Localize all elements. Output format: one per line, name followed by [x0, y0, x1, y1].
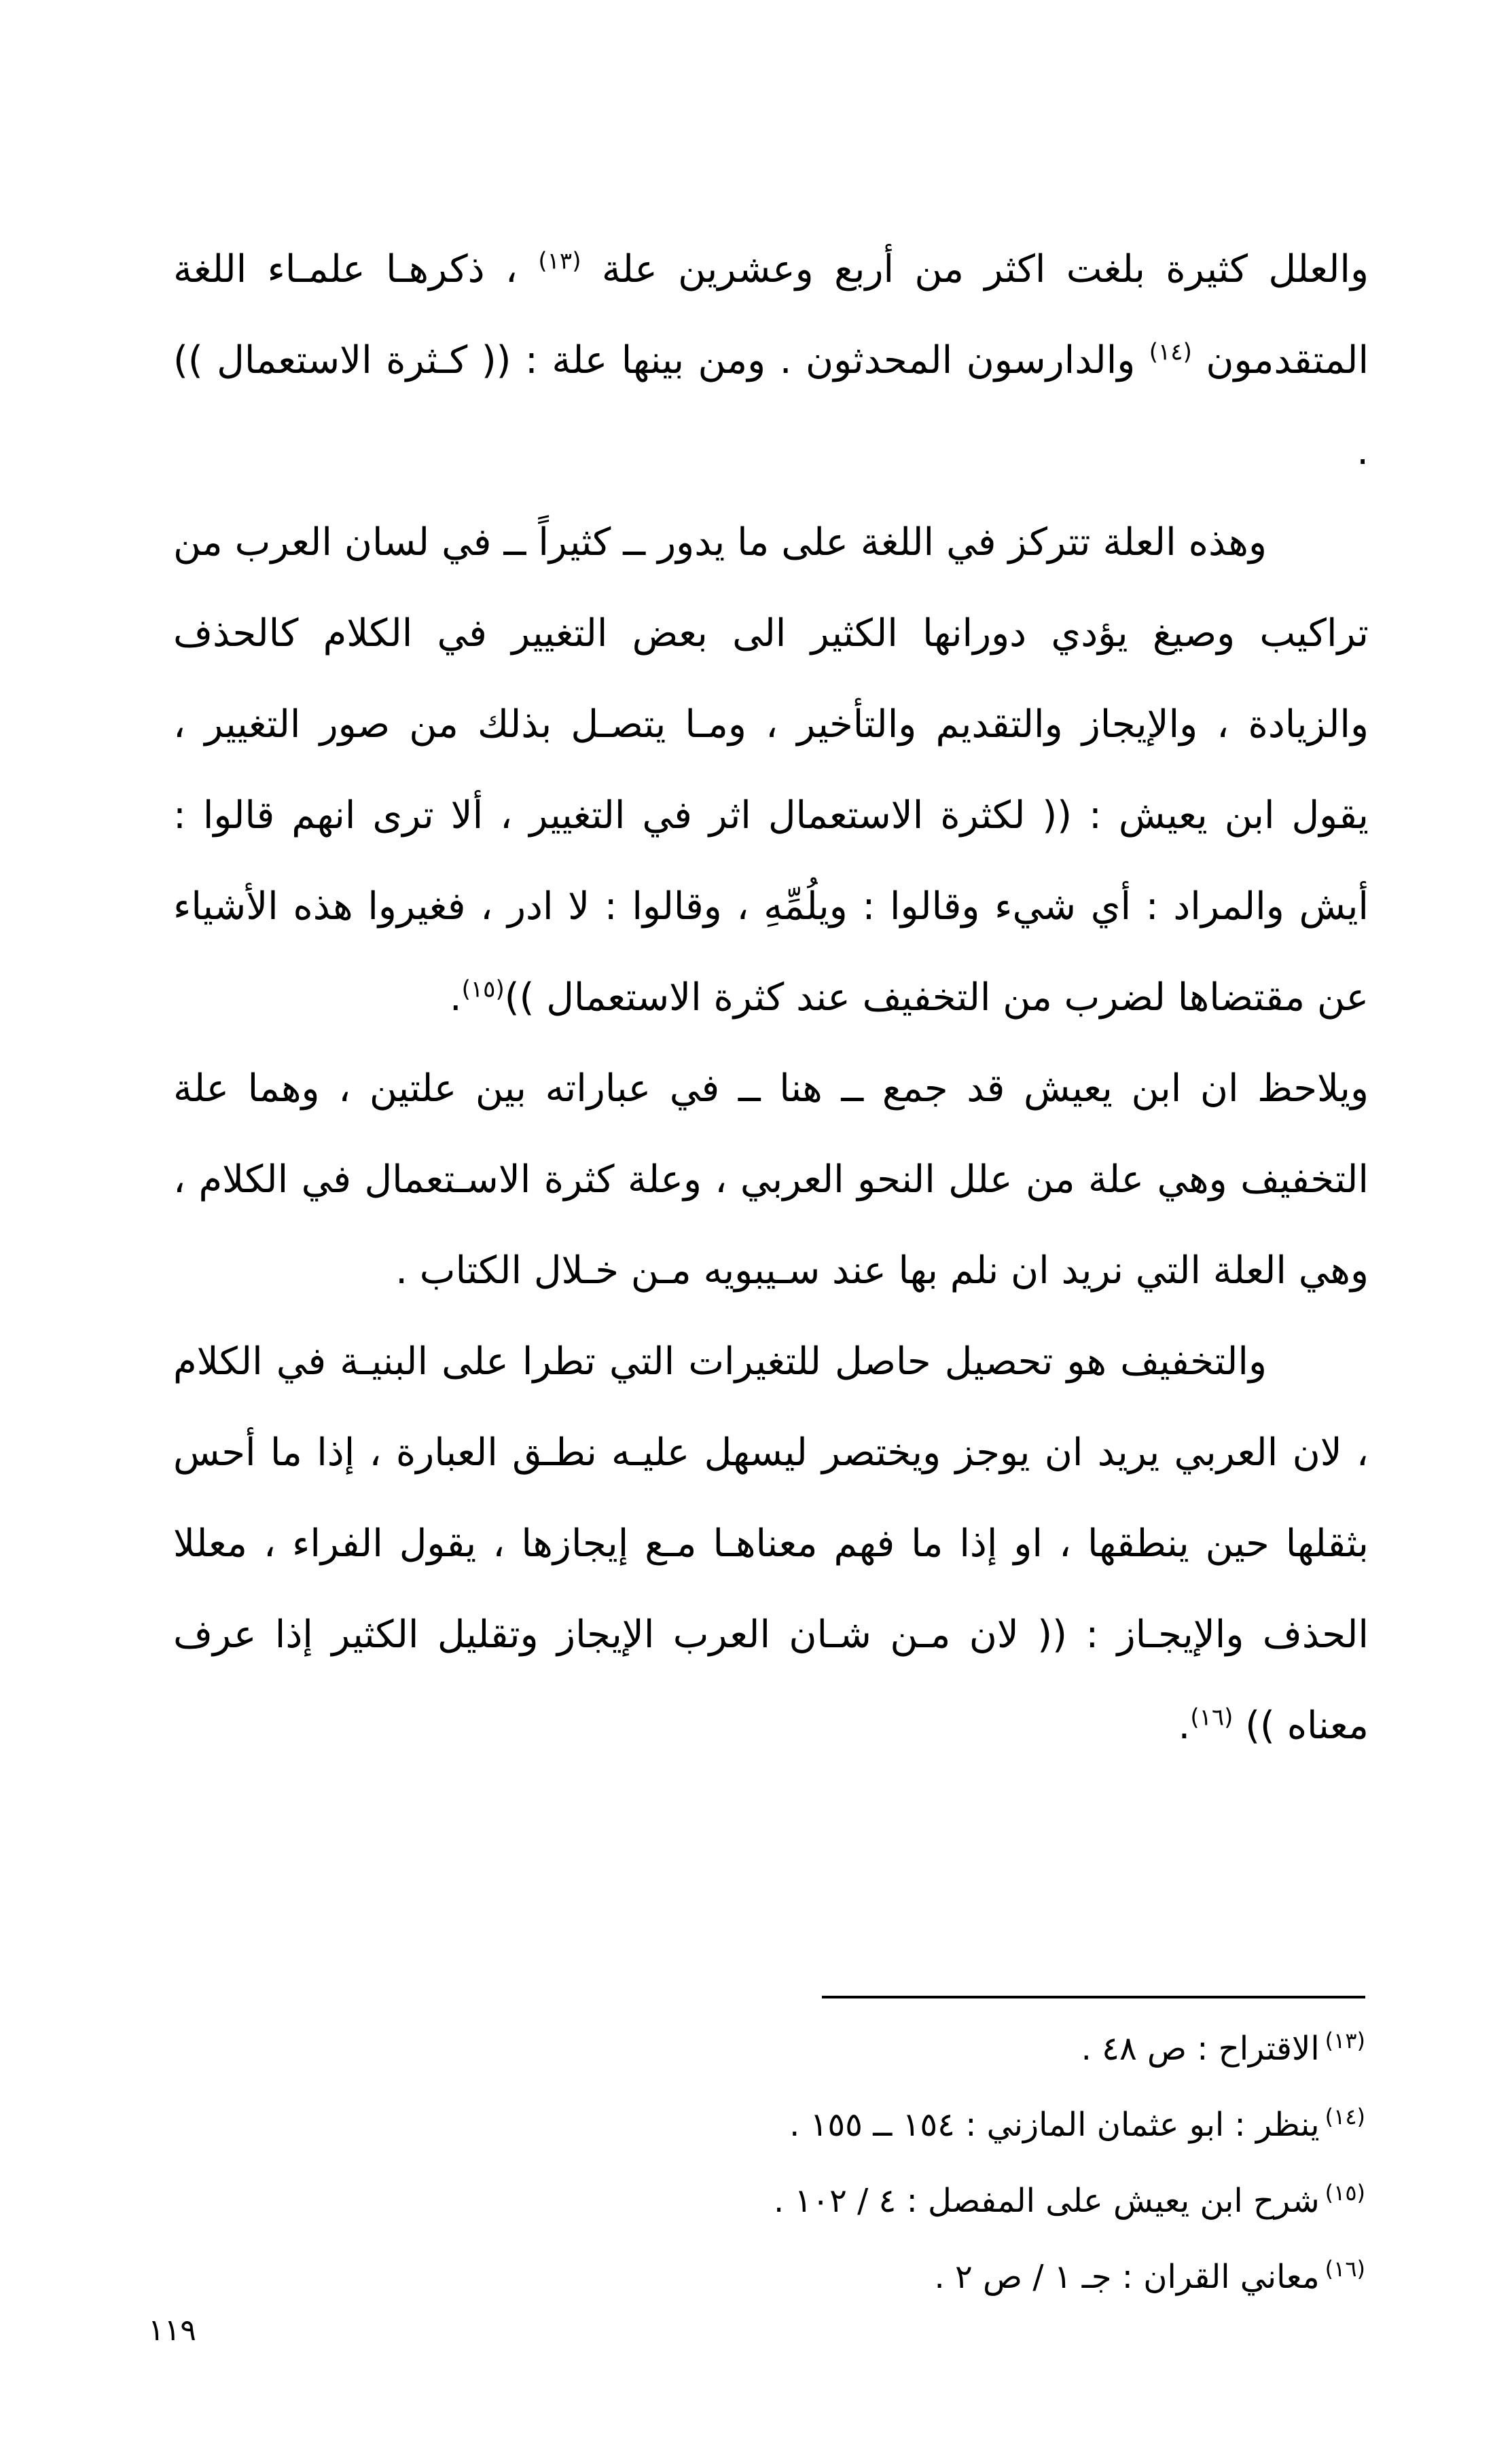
- footnote-divider: [822, 1996, 1365, 1998]
- footnote-reference: (١٦): [1190, 1704, 1234, 1732]
- footnote-reference: (١٥): [461, 975, 505, 1003]
- footnotes: [611, 2011, 1365, 2315]
- footnote-reference: (١٣): [538, 247, 581, 275]
- paragraph-1: [173, 224, 1369, 497]
- paragraph-text: .: [449, 975, 462, 1020]
- paragraph-text: والدارسون المحدثون . ومن بينها علة : (( كـثرة الاستعمال )) .: [173, 338, 1369, 473]
- footnote-15: [611, 2163, 1365, 2239]
- paragraph-text: والتخفيف هو تحصيل حاصل للتغيرات التي تطرا على البنيـة في الكلام ، لان العربي يريد ان يوجز ويختصر ليسهل عليـه نطـق العبارة ، إذا ما أحس بثقلها حين ينطقها ، او إذا ما فهم معناهـا مـع إيجازها ، يقول الفراء ، معللا الحذف والإيجـاز : (( لان مـن شـان العرب الإيجاز وتقليل الكثير إذا عرف معناه )): [173, 1340, 1369, 1748]
- footnote-number: (١٥): [1325, 2180, 1365, 2206]
- footnote-number: (١٤): [1325, 2104, 1365, 2130]
- footnote-text: ينظر : ابو عثمان المازني : ١٥٤ ــ ١٥٥ .: [789, 2106, 1320, 2144]
- body-text: [173, 224, 1369, 1772]
- footnote-number: (١٣): [1325, 2028, 1365, 2053]
- paragraph-text: .: [1178, 1704, 1191, 1748]
- footnote-text: شرح ابن يعيش على المفصل : ٤ / ١٠٢ .: [773, 2182, 1320, 2220]
- paragraph-2: [173, 497, 1369, 1043]
- footnote-text: الاقتراح : ص ٤٨ .: [1081, 2030, 1320, 2068]
- paragraph-text: وهذه العلة تتركز في اللغة على ما يدور ــ كثيراً ــ في لسان العرب من تراكيب وصيغ يؤدي دورانها الكثير الى بعض التغيير في الكلام كالحذف والزيادة ، والإيجاز والتقديم والتأخير ، ومـا يتصـل بذلك من صور التغيير ، يقول ابن يعيش : (( لكثرة الاستعمال اثر في التغيير ، ألا ترى انهم قالوا : أيش والمراد : أي شيء وقالوا : ويلُمِّهِ ، وقالوا : لا ادر ، فغيروا هذه الأشياء عن مقتضاها لضرب من التخفيف عند كثرة الاستعمال )): [173, 520, 1369, 1020]
- footnote-13: [611, 2011, 1365, 2087]
- paragraph-3: [173, 1043, 1369, 1316]
- footnote-14: [611, 2087, 1365, 2163]
- footnote-text: معاني القران : جـ ١ / ص ٢ .: [934, 2258, 1320, 2296]
- paragraph-text: والعلل كثيرة بلغت اكثر من أربع وعشرين علة: [581, 247, 1369, 291]
- paragraph-4: [173, 1316, 1369, 1772]
- footnote-16: [611, 2239, 1365, 2315]
- paragraph-text: ، ذكرهـا علمـاء اللغة المتقدمون: [173, 247, 1369, 382]
- page-number: ١١٩: [148, 2313, 196, 2348]
- paragraph-text: ويلاحظ ان ابن يعيش قد جمع ــ هنا ــ في عباراته بين علتين ، وهما علة التخفيف وهي علة من علل النحو العربي ، وعلة كثرة الاسـتعمال في الكلام ، وهي العلة التي نريد ان نلم بها عند سـيبويه مـن خـلال الكتاب .: [173, 1066, 1369, 1293]
- footnote-reference: (١٤): [1149, 338, 1192, 366]
- footnote-number: (١٦): [1325, 2256, 1365, 2282]
